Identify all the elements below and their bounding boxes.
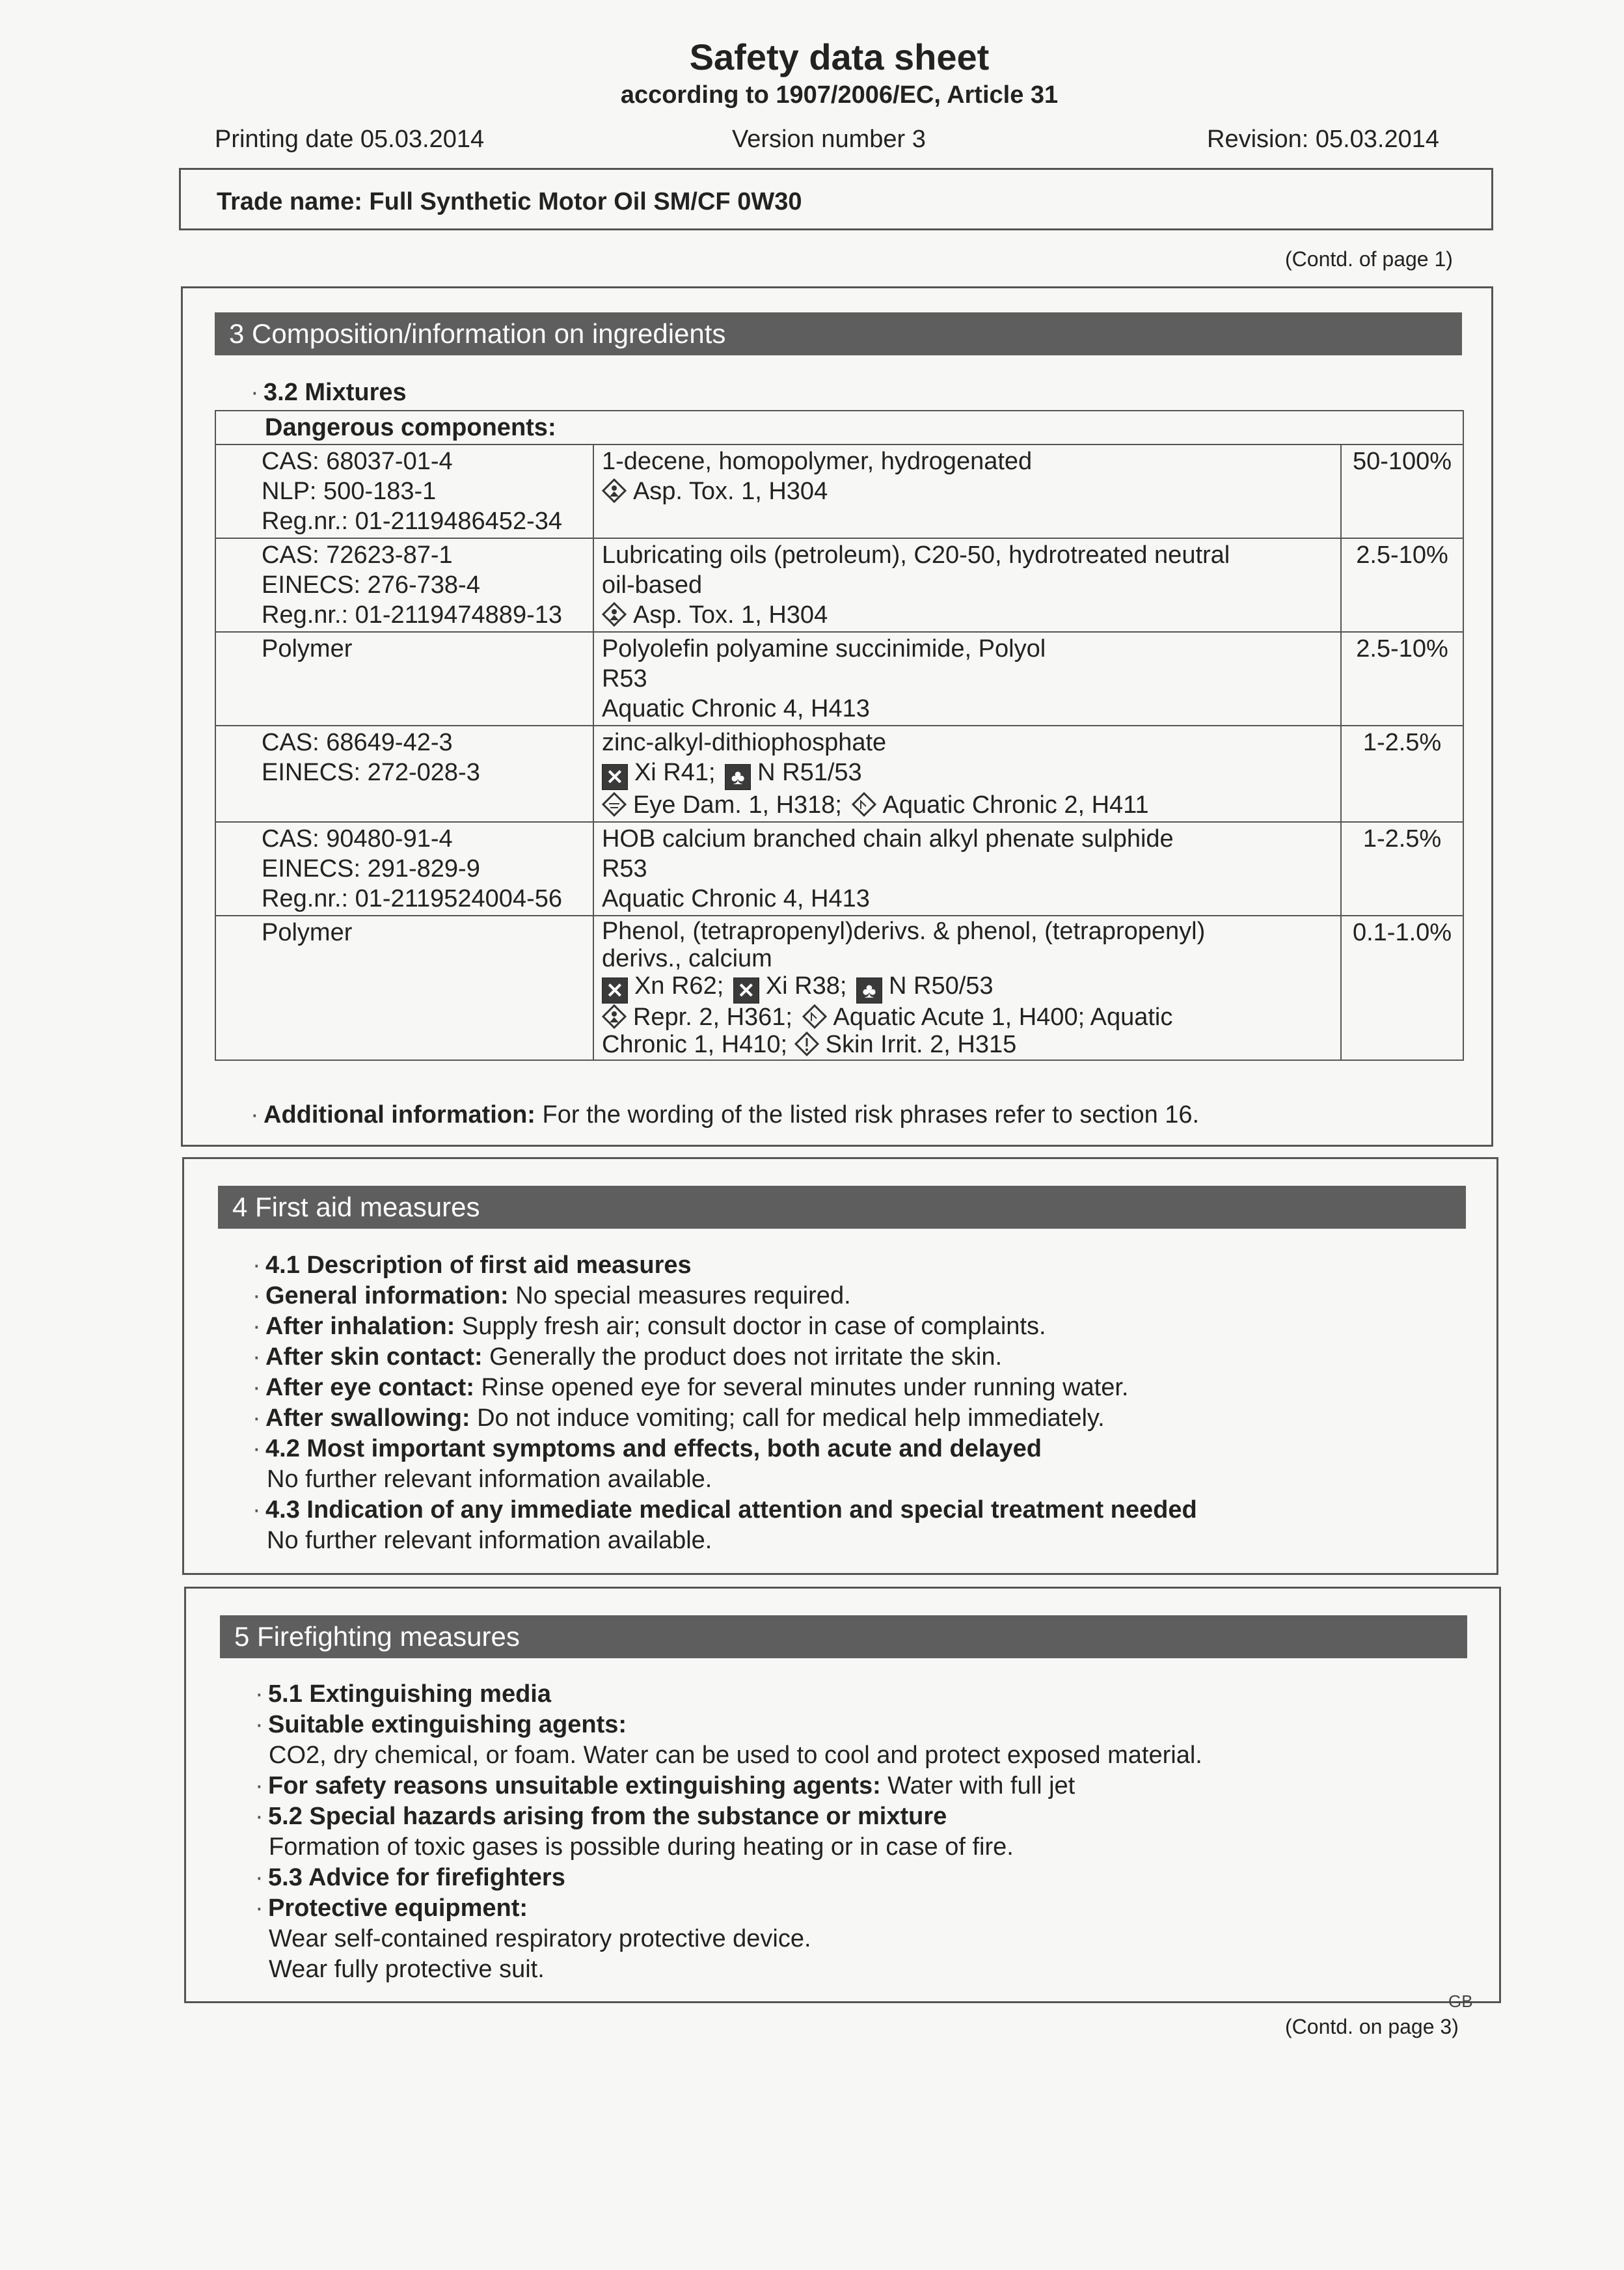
version-number: Version number 3 (732, 126, 926, 153)
environment-diamond-icon (852, 792, 876, 817)
dangerous-components-table (215, 410, 1464, 1061)
health-hazard-icon (602, 602, 627, 627)
medical-attention-heading: · 4.3 Indication of any immediate medical attention and special treatment needed (265, 1496, 1197, 1524)
component-percent: 50-100% (1341, 444, 1463, 538)
medical-attention-text: No further relevant information available. (267, 1527, 712, 1554)
general-information: · General information: No special measures required. (265, 1282, 851, 1310)
protective-equipment-text-1: Wear self-contained respiratory protective device. (269, 1925, 811, 1952)
revision-date: Revision: 05.03.2014 (1207, 126, 1440, 153)
component-name: Polyolefin polyamine succinimide, Polyol R53 Aquatic Chronic 4, H413 (593, 632, 1341, 726)
suitable-agents-label: · Suitable extinguishing agents: (268, 1711, 627, 1739)
section-4-title: 4 First aid measures (218, 1186, 1466, 1229)
first-aid-description-heading: · 4.1 Description of first aid measures (265, 1251, 692, 1279)
special-hazards-heading: · 5.2 Special hazards arising from the substance or mixture (268, 1803, 947, 1831)
after-inhalation: · After inhalation: Supply fresh air; consult doctor in case of complaints. (265, 1313, 1046, 1341)
suitable-agents-text: CO2, dry chemical, or foam. Water can be used to cool and protect exposed material. (269, 1742, 1202, 1769)
health-hazard-icon (602, 478, 627, 503)
table-header-row (215, 411, 1463, 444)
after-skin-contact: · After skin contact: Generally the product does not irritate the skin. (265, 1343, 1002, 1371)
document-title: Safety data sheet (689, 36, 990, 77)
after-swallowing: · After swallowing: Do not induce vomiting; call for medical help immediately. (265, 1404, 1105, 1432)
component-ids: CAS: 72623-87-1 EINECS: 276-738-4 Reg.nr.: 01-2119474889-13 (215, 538, 593, 632)
protective-equipment-text-2: Wear fully protective suit. (269, 1956, 545, 1983)
after-eye-contact: · After eye contact: Rinse opened eye for several minutes under running water. (265, 1374, 1128, 1402)
component-ids: Polymer (215, 632, 593, 726)
document-subtitle: according to 1907/2006/EC, Article 31 (620, 81, 1059, 109)
trade-name-box (179, 168, 1493, 230)
component-percent: 2.5-10% (1341, 632, 1463, 726)
table-row (215, 538, 1463, 632)
irritant-x-icon: ✕ (733, 978, 759, 1004)
component-ids: Polymer (215, 916, 593, 1060)
component-ids: CAS: 68649-42-3 EINECS: 272-028-3 (215, 726, 593, 822)
extinguishing-media-heading: · 5.1 Extinguishing media (268, 1680, 551, 1708)
component-percent: 2.5-10% (1341, 538, 1463, 632)
contd-of-page: (Contd. of page 1) (1285, 247, 1453, 271)
environment-diamond-icon (802, 1004, 827, 1029)
contd-on-page: (Contd. on page 3) (1285, 2015, 1459, 2038)
special-hazards-text: Formation of toxic gases is possible during heating or in case of fire. (269, 1833, 1014, 1861)
component-name: Phenol, (tetrapropenyl)derivs. & phenol, (tetrapropenyl) derivs., calcium ✕ Xn R62; ✕ Xi R38; ♣ N R50/53 Repr. 2, H361; Aquatic Acute 1, H400; Aquatic Chronic 1, H410; Skin Irrit. 2, H315 (593, 916, 1341, 1060)
irritant-x-icon: ✕ (602, 764, 628, 790)
dangerous-components-label: Dangerous components: (215, 411, 1463, 444)
symptoms-heading: · 4.2 Most important symptoms and effects, both acute and delayed (265, 1435, 1042, 1463)
section-5-title: 5 Firefighting measures (220, 1615, 1467, 1658)
additional-information: · Additional information: For the wording of the listed risk phrases refer to section 16. (264, 1101, 1199, 1129)
harmful-x-icon: ✕ (602, 978, 628, 1004)
printing-date: Printing date 05.03.2014 (215, 126, 485, 153)
section-3-title: 3 Composition/information on ingredients (215, 312, 1462, 355)
component-name: HOB calcium branched chain alkyl phenate sulphide R53 Aquatic Chronic 4, H413 (593, 822, 1341, 916)
component-ids: CAS: 90480-91-4 EINECS: 291-829-9 Reg.nr.: 01-2119524004-56 (215, 822, 593, 916)
component-name: Lubricating oils (petroleum), C20-50, hydrotreated neutral oil-based Asp. Tox. 1, H304 (593, 538, 1341, 632)
exclamation-icon (794, 1032, 819, 1056)
component-percent: 0.1-1.0% (1341, 916, 1463, 1060)
table-row (215, 726, 1463, 822)
table-row (215, 822, 1463, 916)
component-name: 1-decene, homopolymer, hydrogenated Asp. Tox. 1, H304 (593, 444, 1341, 538)
table-row (215, 916, 1463, 1060)
trade-name: Trade name: Full Synthetic Motor Oil SM/CF 0W30 (217, 188, 802, 215)
unsuitable-agents: · For safety reasons unsuitable extinguishing agents: Water with full jet (268, 1772, 1075, 1800)
corrosion-icon (602, 792, 627, 817)
symptoms-text: No further relevant information available. (267, 1466, 712, 1493)
mixtures-heading: · 3.2 Mixtures (264, 379, 407, 407)
health-hazard-icon (602, 1004, 627, 1029)
table-row (215, 444, 1463, 538)
component-percent: 1-2.5% (1341, 822, 1463, 916)
table-row (215, 632, 1463, 726)
environment-hazard-icon: ♣ (725, 764, 751, 790)
component-ids: CAS: 68037-01-4 NLP: 500-183-1 Reg.nr.: 01-2119486452-34 (215, 444, 593, 538)
environment-hazard-icon: ♣ (856, 978, 882, 1004)
component-percent: 1-2.5% (1341, 726, 1463, 822)
country-code: GB (1448, 1991, 1473, 2011)
component-name: zinc-alkyl-dithiophosphate ✕ Xi R41; ♣ N R51/53 Eye Dam. 1, H318; Aquatic Chronic 2, H411 (593, 726, 1341, 822)
firefighter-advice-heading: · 5.3 Advice for firefighters (268, 1864, 565, 1892)
protective-equipment-label: · Protective equipment: (268, 1894, 528, 1922)
